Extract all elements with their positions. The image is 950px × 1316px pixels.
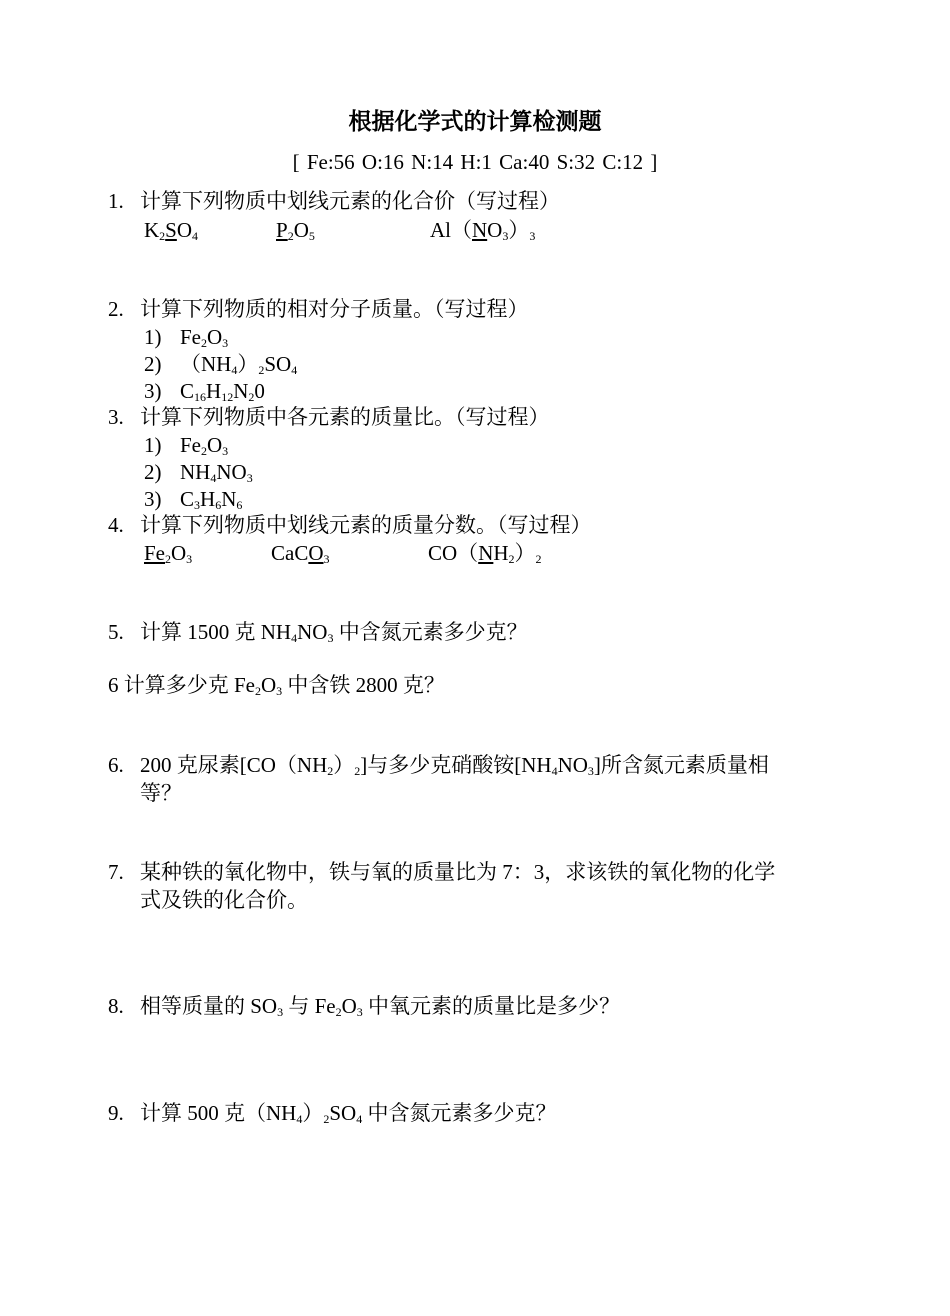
list-item: 3) $C_3H_6N_6$ [144, 487, 243, 512]
question-number: 1. [108, 189, 124, 213]
question-9: 9. 计算 500 克$(NH_4)_2SO_4$ 中含氮元素多少克？ [108, 1101, 557, 1126]
page-title: 根据化学式的计算检测题 [348, 109, 602, 134]
list-item: 1) $Fe_2O_3$ [144, 433, 229, 458]
question-6a: 6 计算多少克 $Fe_2O_3$ 中含铁 2800 克？ [108, 673, 445, 698]
question-3: 3. 计算下列物质中各元素的质量比。（写过程） [108, 405, 550, 429]
formula-co-nh2-2: $CO(NH_2)_2$ [428, 541, 542, 566]
formula-caco3: CaCO$_3$ [271, 541, 330, 566]
formula-k2so4: $K_2SO_4$ [144, 218, 199, 243]
question-5: 5. 计算 1500 克 $NH_4NO_3$ 中含氮元素多少克？ [108, 620, 528, 645]
list-item: 2) $NH_4NO_3$ [144, 460, 253, 485]
atomic-masses: [ Fe:56 O:16 N:14 H:1 Ca:40 S:32 C:12 ] [292, 150, 658, 174]
question-text: 计算下列物质中各元素的质量比。（写过程） [140, 405, 550, 429]
question-text: 计算下列物质的相对分子质量。（写过程） [140, 297, 529, 321]
question-1 [108, 188, 560, 214]
list-item: 1) $Fe_2O_3$ [144, 325, 229, 350]
formula-al-no3-3: $Al(NO_3)_3$ [430, 218, 536, 243]
question-8: 8. 相等质量的 $SO_3$ 与 $Fe_2O_3$ 中氧元素的质量比是多少？ [108, 994, 621, 1019]
question-2: 2. 计算下列物质的相对分子质量。（写过程） [108, 297, 529, 321]
question-text: 计算 1500 克 $NH_4NO_3$ 中含氮元素多少克？ [140, 620, 528, 645]
question-6b: 6. 200 克尿素$[CO(NH_2)_2]$与多少克硝酸铵$[NH_4NO_3]$所含氮元素质量相 等？ [108, 753, 769, 805]
formula-fe2o3: $Fe_2O_3$ [144, 541, 193, 566]
formula-p2o5: $P_2O_5$ [276, 218, 315, 243]
question-text: 计算下列物质中划线元素的质量分数。（写过程） [140, 513, 592, 537]
list-item: 2) $(NH_4)_2SO_4$ [144, 352, 298, 377]
list-item: 3) $C_{16}H_{12}N_20$ [144, 379, 265, 404]
question-text: 计算下列物质中划线元素的化合价（写过程） [140, 189, 560, 213]
question-4: 4. 计算下列物质中划线元素的质量分数。（写过程） [108, 513, 592, 537]
question-7: 7. 某种铁的氧化物中，铁与氧的质量比为 7：3，求该铁的氧化物的化学 式及铁的化合价。 [108, 860, 776, 912]
